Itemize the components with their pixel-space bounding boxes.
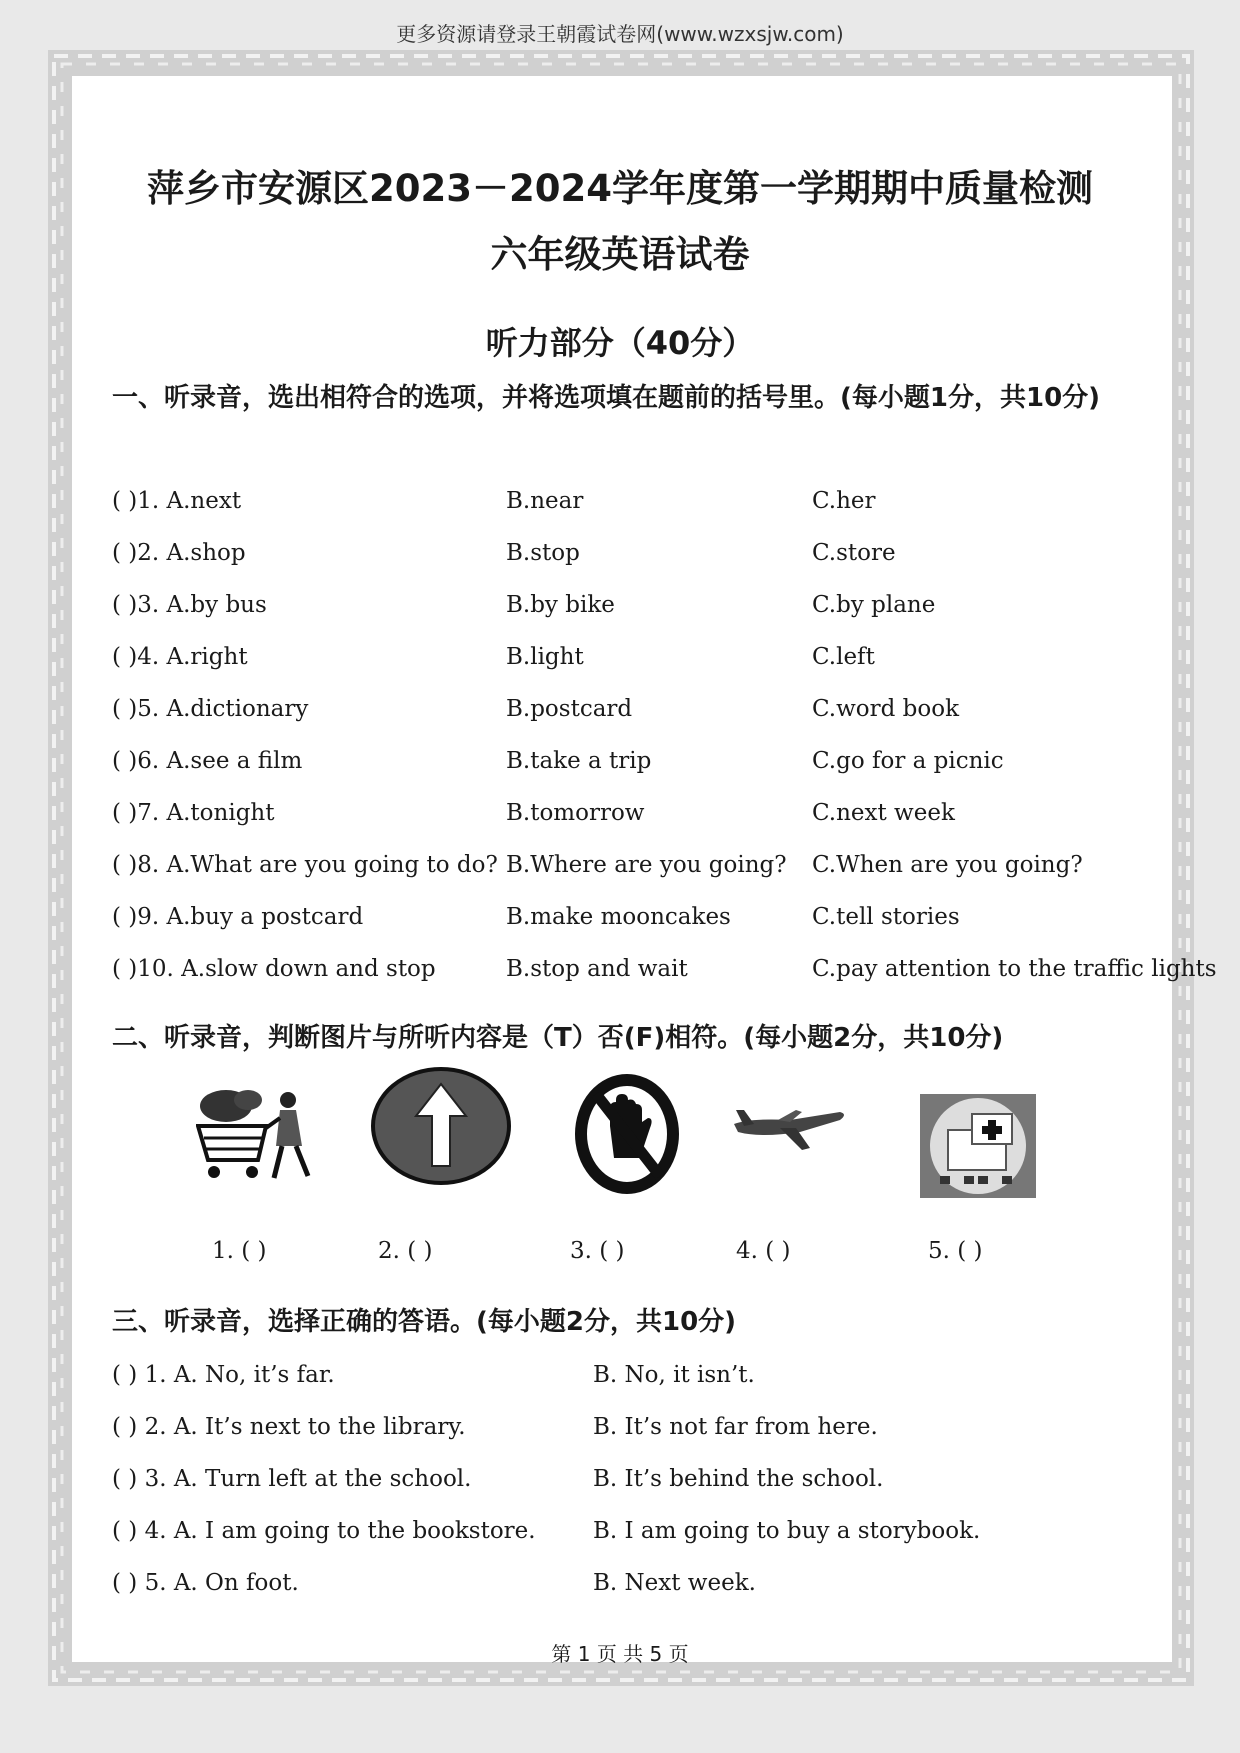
question-row bbox=[112, 904, 1162, 944]
picture-answer-blank-4[interactable]: 4. ( ) bbox=[736, 1238, 791, 1264]
option-c: C.her bbox=[812, 488, 876, 514]
option-c: C.word book bbox=[812, 696, 960, 722]
option-b: B.postcard bbox=[506, 696, 633, 722]
question-stem-option-a: ( )8. A.What are you going to do? bbox=[112, 852, 498, 878]
question-stem-option-a: ( )10. A.slow down and stop bbox=[112, 956, 436, 982]
answer-row bbox=[112, 1570, 1162, 1610]
option-b: B.make mooncakes bbox=[506, 904, 731, 930]
question-row bbox=[112, 748, 1162, 788]
question-row bbox=[112, 488, 1162, 528]
option-c: C.by plane bbox=[812, 592, 936, 618]
option-c: C.go for a picnic bbox=[812, 748, 1004, 774]
option-b: B.Where are you going? bbox=[506, 852, 787, 878]
option-c: C.tell stories bbox=[812, 904, 960, 930]
option-b: B. It’s not far from here. bbox=[593, 1414, 878, 1440]
answer-row bbox=[112, 1466, 1162, 1506]
picture-answer-blank-5[interactable]: 5. ( ) bbox=[928, 1238, 983, 1264]
question-stem-option-a: ( )6. A.see a film bbox=[112, 748, 303, 774]
question-stem-option-a: ( )7. A.tonight bbox=[112, 800, 275, 826]
option-b: B.tomorrow bbox=[506, 800, 645, 826]
option-b: B.near bbox=[506, 488, 584, 514]
question-stem-option-a: ( )2. A.shop bbox=[112, 540, 246, 566]
question-stem-option-a: ( )4. A.right bbox=[112, 644, 248, 670]
top-note: 更多资源请登录王朝霞试卷网(www.wzxsjw.com) bbox=[396, 22, 844, 46]
option-c: C.When are you going? bbox=[812, 852, 1083, 878]
answer-row bbox=[112, 1362, 1162, 1402]
option-c: C.pay attention to the traffic lights bbox=[812, 956, 1217, 982]
answer-row bbox=[112, 1518, 1162, 1558]
question-row bbox=[112, 800, 1162, 840]
question-stem-option-a: ( )1. A.next bbox=[112, 488, 242, 514]
question-row bbox=[112, 696, 1162, 736]
question-stem-option-a: ( ) 4. A. I am going to the bookstore. bbox=[112, 1518, 536, 1544]
question-stem-option-a: ( )3. A.by bus bbox=[112, 592, 267, 618]
question-stem-option-a: ( )9. A.buy a postcard bbox=[112, 904, 364, 930]
option-b: B. I am going to buy a storybook. bbox=[593, 1518, 981, 1544]
option-c: C.next week bbox=[812, 800, 955, 826]
part-title: 听力部分（40分） bbox=[485, 324, 755, 362]
question-row bbox=[112, 592, 1162, 632]
question-stem-option-a: ( ) 5. A. On foot. bbox=[112, 1570, 299, 1596]
question-row bbox=[112, 644, 1162, 684]
go-straight-sign-icon bbox=[370, 1066, 512, 1186]
question-stem-option-a: ( ) 3. A. Turn left at the school. bbox=[112, 1466, 472, 1492]
picture-answer-blank-2[interactable]: 2. ( ) bbox=[378, 1238, 433, 1264]
answer-row bbox=[112, 1414, 1162, 1454]
question-row bbox=[112, 956, 1217, 996]
question-stem-option-a: ( ) 1. A. No, it’s far. bbox=[112, 1362, 335, 1388]
option-c: C.left bbox=[812, 644, 875, 670]
option-b: B. It’s behind the school. bbox=[593, 1466, 884, 1492]
option-b: B.take a trip bbox=[506, 748, 652, 774]
option-b: B.stop and wait bbox=[506, 956, 688, 982]
option-b: B.light bbox=[506, 644, 584, 670]
question-stem-option-a: ( ) 2. A. It’s next to the library. bbox=[112, 1414, 466, 1440]
no-entry-hand-sign-icon bbox=[574, 1074, 680, 1194]
question-row bbox=[112, 540, 1162, 580]
question-row bbox=[112, 852, 1162, 892]
option-b: B.stop bbox=[506, 540, 580, 566]
page-footer: 第 1 页 共 5 页 bbox=[551, 1642, 689, 1666]
shopping-cart-woman-icon bbox=[196, 1086, 324, 1182]
option-b: B. Next week. bbox=[593, 1570, 756, 1596]
section1-heading: 一、听录音，选出相符合的选项，并将选项填在题前的括号里。(每小题1分，共10分) bbox=[112, 383, 1101, 413]
picture-answer-blank-1[interactable]: 1. ( ) bbox=[212, 1238, 267, 1264]
section3-heading: 三、听录音，选择正确的答语。(每小题2分，共10分) bbox=[112, 1307, 737, 1337]
question-stem-option-a: ( )5. A.dictionary bbox=[112, 696, 309, 722]
picture-answer-blank-3[interactable]: 3. ( ) bbox=[570, 1238, 625, 1264]
hospital-icon bbox=[920, 1094, 1036, 1198]
section2-heading: 二、听录音，判断图片与所听内容是（T）否(F)相符。(每小题2分，共10分) bbox=[112, 1023, 1004, 1053]
exam-subtitle: 六年级英语试卷 bbox=[490, 233, 750, 276]
option-b: B.by bike bbox=[506, 592, 615, 618]
exam-title: 萍乡市安源区2023－2024学年度第一学期期中质量检测 bbox=[147, 167, 1093, 210]
option-b: B. No, it isn’t. bbox=[593, 1362, 755, 1388]
airplane-icon bbox=[730, 1102, 848, 1154]
option-c: C.store bbox=[812, 540, 896, 566]
